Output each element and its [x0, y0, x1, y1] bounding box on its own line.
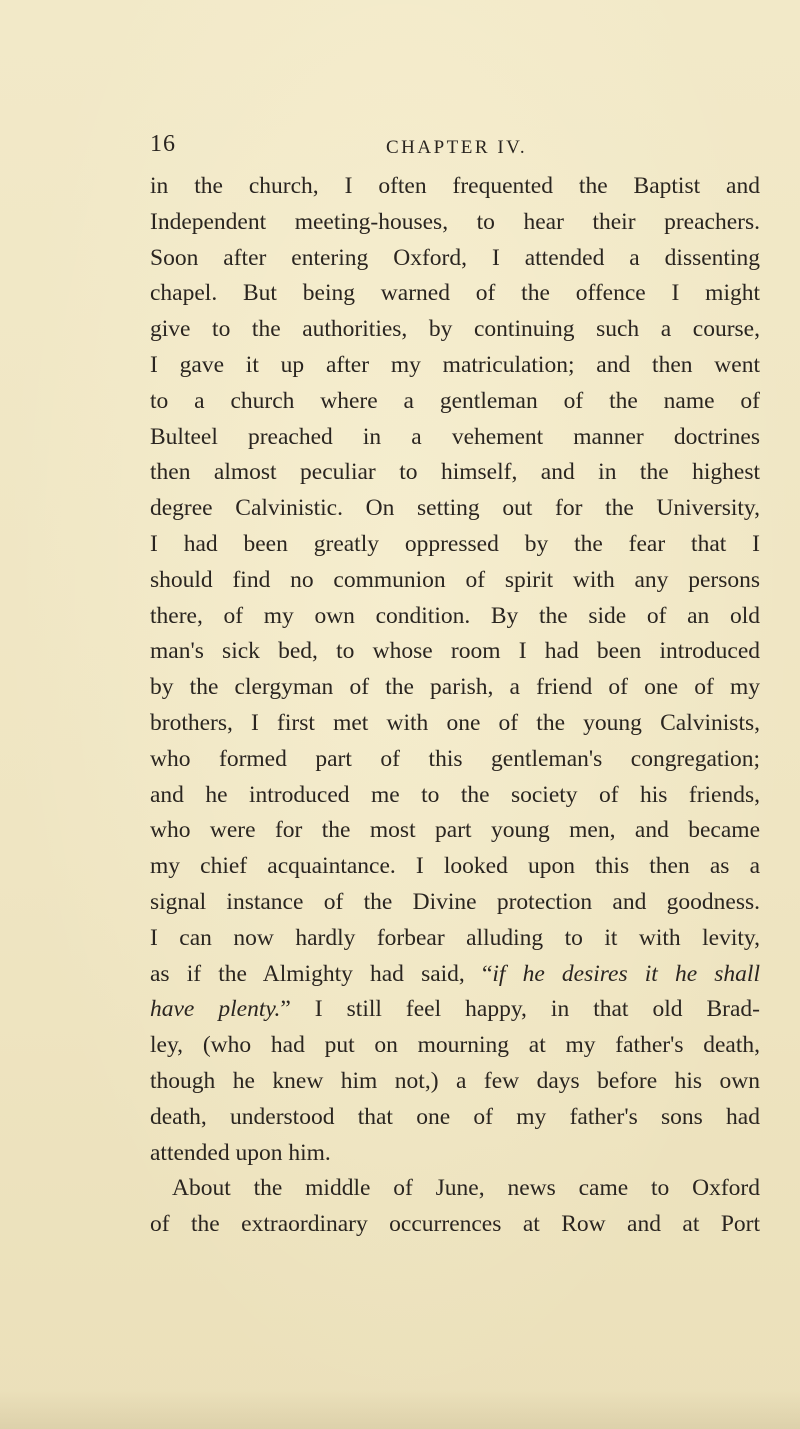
text-line: and he introduced me to the society of his friends, — [150, 781, 760, 808]
page-edge-shadow — [0, 1389, 800, 1429]
text-line: death, understood that one of my father's sons had — [150, 1103, 760, 1130]
text-line: who formed part of this gentleman's congregation; — [150, 745, 760, 772]
text-line: to a church where a gentleman of the name of — [150, 387, 760, 414]
text-line: of the extraordinary occurrences at Row and at Port — [150, 1211, 760, 1238]
chapter-heading: CHAPTER IV. — [386, 137, 528, 158]
text-line: my chief acquaintance. I looked upon this then as a — [150, 853, 760, 880]
text-line: ley, (who had put on mourning at my father's death, — [150, 1032, 760, 1059]
text-line: who were for the most part young men, and became — [150, 817, 760, 844]
text-line: Independent meeting-houses, to hear their preachers. — [150, 208, 760, 235]
text-line: should find no communion of spirit with any persons — [150, 566, 760, 593]
text-line: there, of my own condition. By the side of an old — [150, 602, 760, 629]
text-line: I can now hardly forbear alluding to it with levity, — [150, 924, 760, 951]
page-number: 16 — [150, 131, 176, 157]
text-line: chapel. But being warned of the offence I might — [150, 280, 760, 307]
text-run: ” I still feel happy, in that old Brad- — [280, 996, 760, 1023]
text-line: I had been greatly oppressed by the fear that I — [150, 530, 760, 557]
text-line: Bulteel preached in a vehement manner doctrines — [150, 423, 760, 450]
text-line: brothers, I first met with one of the young Calvinists, — [150, 709, 760, 736]
text-line — [150, 992, 760, 1028]
text-line: signal instance of the Divine protection and goodness. — [150, 888, 760, 915]
text-line — [150, 957, 760, 993]
text-line: in the church, I often frequented the Baptist and — [150, 173, 760, 199]
italic-quote: if he desires it he shall — [492, 960, 760, 987]
text-line: Soon after entering Oxford, I attended a dissenting — [150, 244, 760, 271]
italic-quote: have plenty. — [150, 996, 281, 1023]
text-line: man's sick bed, to whose room I had been introduced — [150, 638, 760, 665]
text-line: give to the authorities, by continuing such a course, — [150, 316, 760, 343]
text-run: as if the Almighty had said, “ — [150, 960, 493, 987]
text-line: then almost peculiar to himself, and in the highest — [150, 459, 760, 486]
text-line: by the clergyman of the parish, a friend of one of my — [150, 674, 760, 701]
text-line: degree Calvinistic. On setting out for the University, — [150, 495, 760, 522]
text-line: attended upon him. — [150, 1139, 331, 1166]
body-text — [150, 169, 760, 1243]
text-line: though he knew him not,) a few days before his own — [150, 1067, 760, 1094]
text-line: About the middle of June, news came to Oxford — [172, 1175, 760, 1202]
text-line: I gave it up after my matriculation; and then went — [150, 351, 760, 378]
